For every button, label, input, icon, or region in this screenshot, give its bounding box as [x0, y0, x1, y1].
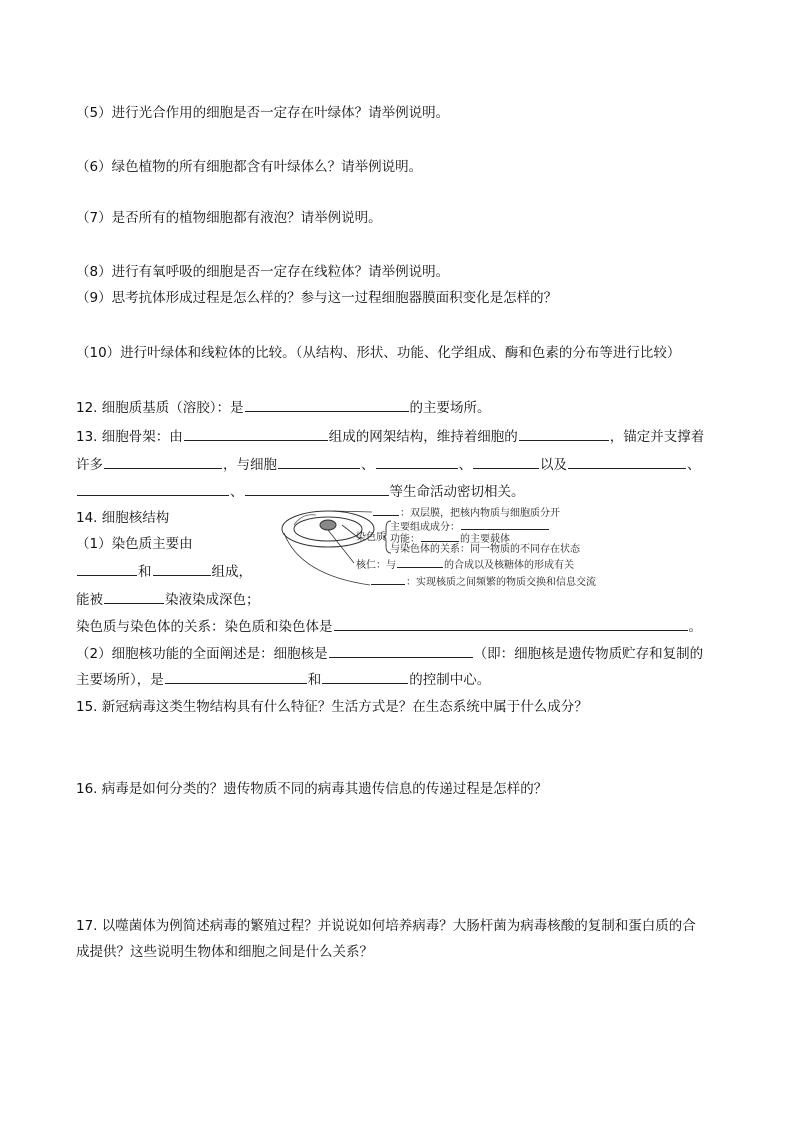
question-14-part-2-cont [76, 669, 490, 690]
question-9: （9）思考抗体形成过程是怎么样的？参与这一过程细胞器膜面积变化是怎样的？ [76, 290, 558, 306]
question-17-line-1: 17. 以噬菌体为例简述病毒的繁殖过程？并说说如何培养病毒？大肠杆菌为病毒核酸的复制和蛋白质的合 [76, 918, 696, 934]
question-14-title: 14. 细胞核结构 [76, 510, 170, 526]
answer-blank[interactable] [373, 506, 399, 516]
answer-blank[interactable] [77, 481, 229, 496]
q14-p2d: 和 [307, 672, 322, 688]
q14-end: 。 [688, 619, 702, 635]
question-8: （8）进行有氧呼吸的细胞是否一定存在线粒体？请举例说明。 [76, 264, 450, 280]
q14-p2e: 的控制中心。 [409, 672, 491, 688]
q13-sep: 、 [361, 457, 375, 473]
question-16: 16. 病毒是如何分类的？遗传物质不同的病毒其遗传信息的传递过程是怎样的？ [76, 781, 548, 797]
q14-stain-b: 染液染成深色； [165, 592, 260, 608]
q14-p2b: （即：细胞核是遗传物质贮存和复制的 [473, 646, 704, 662]
q13-sep: 、 [458, 457, 472, 473]
q13-text-h: 、 [230, 484, 244, 500]
answer-blank[interactable] [153, 561, 211, 576]
q14-stain-a: 能被 [76, 592, 103, 608]
answer-blank[interactable] [473, 454, 539, 469]
answer-blank[interactable] [376, 454, 458, 469]
answer-blank[interactable] [104, 589, 164, 604]
q13-text-f: 以及 [540, 457, 567, 473]
answer-blank[interactable] [184, 426, 328, 441]
q13-text-d: 许多 [76, 457, 103, 473]
question-6: （6）绿色植物的所有细胞都含有叶绿体么？请举例说明。 [76, 159, 423, 175]
answer-blank[interactable] [245, 481, 389, 496]
brace-icon [383, 520, 393, 554]
question-13-line-1 [76, 426, 704, 447]
q14-and: 和 [138, 564, 152, 580]
q14-p2a: （2）细胞核功能的全面阐述是：细胞核是 [76, 646, 328, 662]
answer-blank[interactable] [397, 558, 443, 568]
q14-rel: 染色质与染色体的关系：染色质和染色体是 [76, 619, 333, 635]
answer-blank[interactable] [371, 575, 405, 585]
q12-text-b: 的主要场所。 [409, 400, 491, 416]
question-14-part-1: （1）染色质主要由 [76, 536, 193, 552]
nucleolus-label: 核仁：与 的合成以及核糖体的形成有关 [356, 560, 574, 571]
question-12 [76, 397, 491, 418]
q13-text-g: 、 [687, 457, 701, 473]
answer-blank[interactable] [568, 454, 686, 469]
q12-text-a: 12. 细胞质基质（溶胶）：是 [76, 400, 244, 416]
membrane-label: ：双层膜，把核内物质与细胞质分开 [372, 506, 560, 520]
question-13-line-2 [76, 454, 701, 475]
question-14-relation [76, 616, 702, 637]
question-14-compose [76, 561, 252, 582]
q14-p2c: 主要场所），是 [76, 672, 164, 688]
answer-blank[interactable] [519, 426, 609, 441]
q14-compose: 组成， [211, 564, 252, 580]
question-13-line-3 [76, 481, 525, 502]
q13-text-e: ，与细胞 [223, 457, 277, 473]
question-17-line-2: 成提供？这些说明生物体和细胞之间是什么关系？ [76, 944, 373, 960]
answer-blank[interactable] [278, 454, 360, 469]
q13-text-a: 13. 细胞骨架：由 [76, 429, 183, 445]
question-7: （7）是否所有的植物细胞都有液泡？请举例说明。 [76, 210, 382, 226]
chromatin-label: 染色质 [356, 532, 386, 543]
answer-blank[interactable] [334, 616, 688, 631]
composition-label: 主要组成成分： [390, 520, 550, 534]
question-10: （10）进行叶绿体和线粒体的比较。（从结构、形状、功能、化学组成、酶和色素的分布等进行比较） [76, 345, 681, 361]
q13-text-i: 等生命活动密切相关。 [389, 484, 525, 500]
q13-text-b: 组成的网架结构，维持着细胞的 [328, 429, 518, 445]
answer-blank[interactable] [165, 669, 307, 684]
answer-blank[interactable] [77, 561, 137, 576]
question-5: （5）进行光合作用的细胞是否一定存在叶绿体？请举例说明。 [76, 105, 450, 121]
answer-blank[interactable] [421, 532, 459, 542]
question-15: 15. 新冠病毒这类生物结构具有什么特征？生活方式是？在生态系统中属于什么成分？ [76, 699, 588, 715]
answer-blank[interactable] [322, 669, 408, 684]
question-14-part-2 [76, 643, 703, 664]
answer-blank[interactable] [329, 643, 473, 658]
answer-blank[interactable] [461, 520, 549, 530]
answer-blank[interactable] [245, 397, 409, 412]
q13-text-c: ，锚定并支撑着 [609, 429, 705, 445]
answer-blank[interactable] [104, 454, 222, 469]
relation-label: 与染色体的关系：同一物质的不同存在状态 [390, 544, 580, 555]
function-label: 功能： 的主要载体 [390, 534, 510, 545]
question-14-stain [76, 589, 260, 610]
pore-label: ：实现核质之间频繁的物质交换和信息交流 [370, 575, 596, 589]
